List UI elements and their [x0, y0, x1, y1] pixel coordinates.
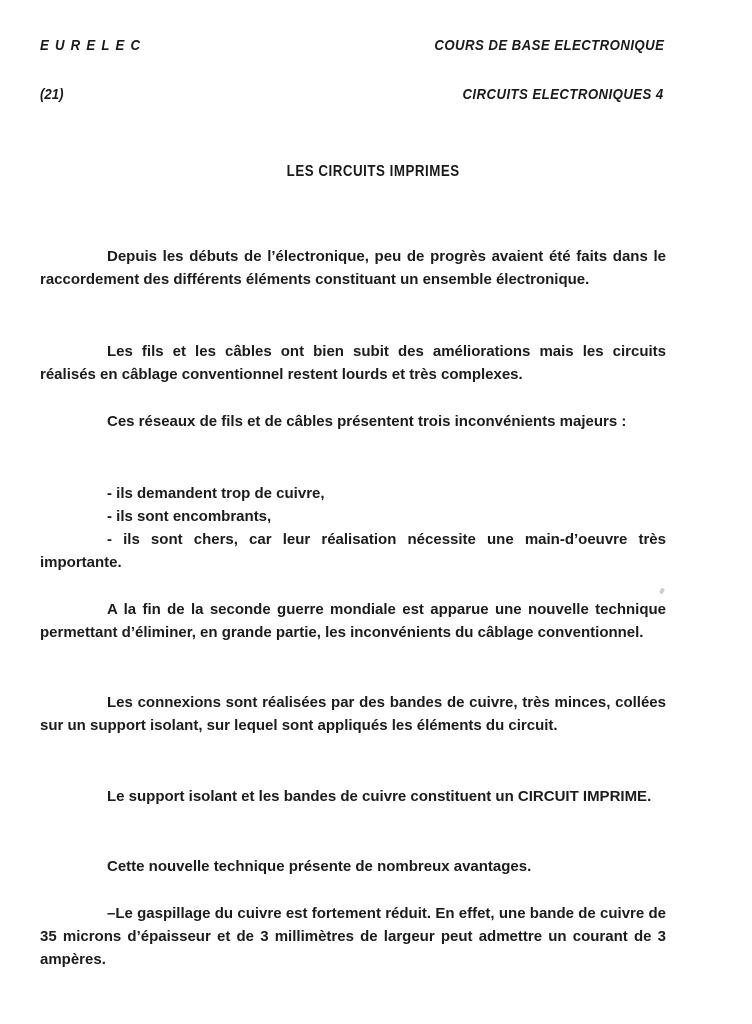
paragraph-copper-waste: –Le gaspillage du cuivre est fortement réduit. En effet, une bande de cuivre de 35 microns d’épaisseur et de 3 millimètres de largeur peut admettre un courant de 3 ampères. — [40, 905, 666, 968]
list-item: - ils demandent trop de cuivre, — [107, 485, 325, 502]
scan-speck — [659, 587, 665, 594]
paragraph-drawbacks: Ces réseaux de fils et de câbles présentent trois inconvénients majeurs : — [107, 413, 627, 430]
course-title: COURS DE BASE ELECTRONIQUE — [434, 37, 664, 54]
section-title: LES CIRCUITS IMPRIMES — [286, 163, 460, 180]
list-item: - ils sont chers, car leur réalisation nécessite une main-d’oeuvre très importante. — [40, 531, 666, 571]
page-number: (21) — [40, 86, 64, 103]
paragraph-wires-cables: Les fils et les câbles ont bien subit des améliorations mais les circuits réalisés en câblage conventionnel restent lourds et très complexes. — [40, 343, 666, 383]
paragraph-definition: Le support isolant et les bandes de cuivre constituent un CIRCUIT IMPRIME. — [107, 788, 652, 805]
brand-name: EURELEC — [40, 37, 147, 54]
list-item: - ils sont encombrants, — [107, 508, 272, 525]
paragraph-advantages: Cette nouvelle technique présente de nombreux avantages. — [107, 858, 532, 875]
paragraph-intro: Depuis les débuts de l’électronique, peu de progrès avaient été faits dans le raccordement des différents éléments constituant un ensemble électronique. — [40, 248, 666, 288]
paragraph-post-war: A la fin de la seconde guerre mondiale est apparue une nouvelle technique permettant d’éliminer, en grande partie, les inconvénients du câblage conventionnel. — [40, 601, 666, 641]
chapter-title: CIRCUITS ELECTRONIQUES 4 — [462, 86, 664, 103]
paragraph-connections: Les connexions sont réalisées par des bandes de cuivre, très minces, collées sur un support isolant, sur lequel sont appliqués les éléments du circuit. — [40, 694, 666, 734]
